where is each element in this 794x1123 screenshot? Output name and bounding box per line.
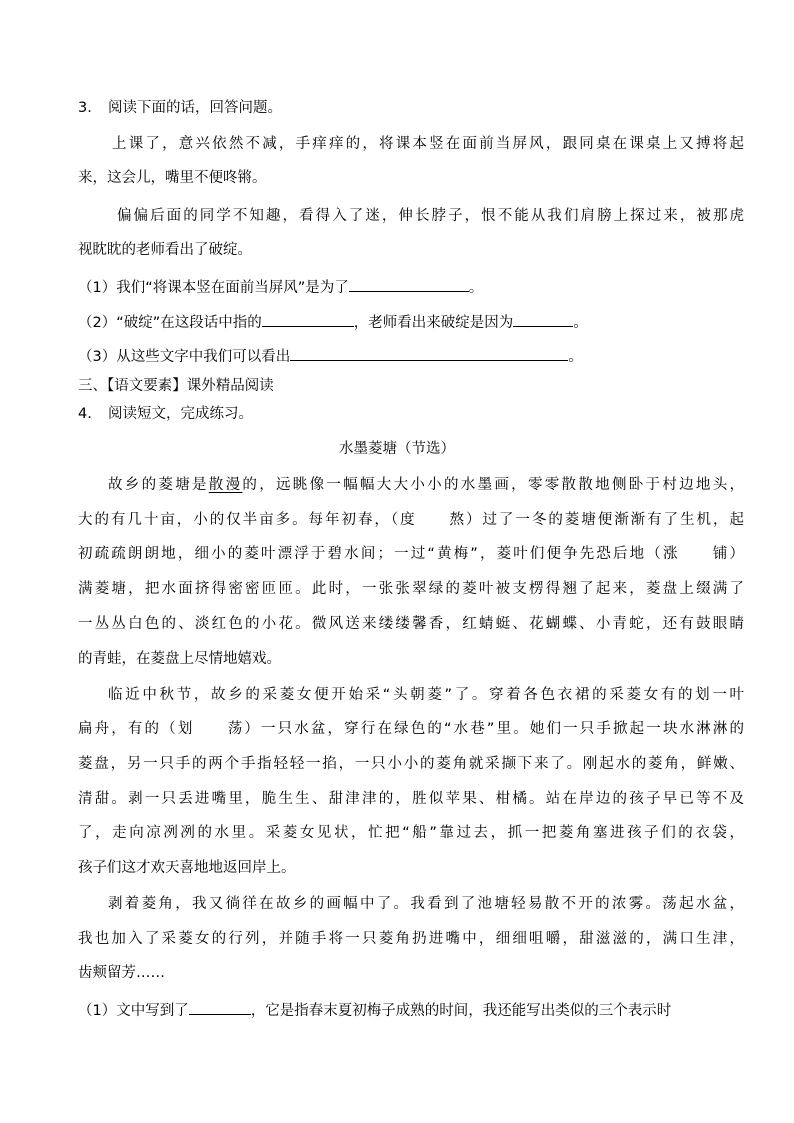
question-4-header <box>78 404 253 424</box>
q3-subquestion-2 <box>78 310 588 333</box>
punctuation: 。 <box>468 280 484 296</box>
subquestion-text-b: ，老师看出来破绽是因为 <box>353 315 514 331</box>
question-number: 4. <box>78 406 92 422</box>
subquestion-text-a: “破绽”在这段话中指的 <box>116 315 262 331</box>
answer-blank-1[interactable] <box>262 310 354 327</box>
subquestion-text: 我们“将课本竖在面前当屏风”是为了 <box>116 280 349 296</box>
subquestion-number: （3） <box>78 349 117 365</box>
subquestion-text: 从这些文字中我们可以看出 <box>116 349 291 365</box>
passage-p2-line2: 扁舟，有的（划 荡）一只水盆，穿行在绿色的“水巷”里。她们一只手掀起一块水淋淋的 <box>78 721 744 737</box>
passage-p2-line3: 菱盘，另一只手的两个手指轻轻一掐，一只小小的菱角就采撷下来了。刚起水的菱角，鲜嫩、 <box>78 756 744 772</box>
passage-p3-line3: 齿颊留芳…… <box>78 965 165 981</box>
question-number: 3. <box>78 100 92 116</box>
q3-para2-line1: 偏偏后面的同学不知趣，看得入了迷，伸长脖子，恨不能从我们肩膀上探过来，被那虎 <box>117 208 744 224</box>
punctuation: 。 <box>573 315 588 331</box>
passage-p3-line1: 剥着菱角，我又徜徉在故乡的画幅中了。我看到了池塘轻易散不开的浓雾。荡起水盆， <box>108 896 744 912</box>
passage-p2-line1: 临近中秋节，故乡的采菱女便开始采“头朝菱”了。穿着各色衣裙的采菱女有的划一叶 <box>108 687 744 703</box>
q4-subquestion-1 <box>78 998 671 1021</box>
answer-blank[interactable] <box>349 275 469 292</box>
subquestion-number: （2） <box>78 315 117 331</box>
passage-p2-line6: 孩子们这才欢天喜地地返回岸上。 <box>78 860 296 876</box>
q3-para1-line1: 上课了，意兴依然不减，手痒痒的，将课本竖在面前当屏风，跟同桌在课桌上又搏将起 <box>112 136 744 152</box>
section-heading: 三、【语文要素】课外精品阅读 <box>78 378 274 394</box>
passage-p1-line5: 一丛丛白色的、淡红色的小花。微风送来缕缕馨香，红蜻蜓、花蝴蝶、小青蛇，还有鼓眼睛 <box>78 616 744 632</box>
answer-blank[interactable] <box>290 344 568 361</box>
answer-blank-2[interactable] <box>513 310 573 327</box>
underlined-word: 散漫 <box>208 477 243 493</box>
passage-p2-line4: 清甜。剥一只丢进嘴里，脆生生、甜津津的，胜似苹果、柑橘。站在岸边的孩子早已等不及 <box>78 791 744 807</box>
question-prompt: 阅读短文，完成练习。 <box>108 406 253 422</box>
subquestion-number: （1） <box>78 280 117 296</box>
passage-p2-line5: 了，走向凉冽冽的水里。采菱女见状，忙把“船”靠过去，抓一把菱角塞进孩子们的衣袋， <box>78 825 744 841</box>
subquestion-number: （1） <box>78 1003 117 1019</box>
subquestion-text-b: ，它是指春末夏初梅子成熟的时间，我还能写出类似的三个表示时 <box>250 1003 672 1019</box>
question-prompt: 阅读下面的话，回答问题。 <box>108 100 282 116</box>
passage-p1-line3: 初疏疏朗朗地，细小的菱叶漂浮于碧水间；一过“黄梅”，菱叶们便争先恐后地（涨 铺） <box>78 546 744 562</box>
text: 故乡的菱塘是 <box>108 477 209 493</box>
q3-subquestion-3 <box>78 344 583 367</box>
subquestion-text-a: 文中写到了 <box>116 1003 189 1019</box>
passage-title: 水墨菱塘（节选） <box>339 441 455 457</box>
passage-p1-line1 <box>108 475 744 495</box>
q3-para2-line2: 视眈眈的老师看出了破绽。 <box>78 242 252 258</box>
passage-p1-line4: 满菱塘，把水面挤得密密匝匝。此时，一张张翠绿的菱叶被支楞得翘了起来，菱盘上缀满了 <box>78 581 744 597</box>
punctuation: 。 <box>568 349 583 365</box>
question-3-header <box>78 98 282 118</box>
passage-p1-line2: 大的有几十亩，小的仅半亩多。每年初春，（度 熬）过了一冬的菱塘便渐渐有了生机，起 <box>78 512 744 528</box>
q3-subquestion-1 <box>78 275 483 298</box>
answer-blank[interactable] <box>189 998 251 1015</box>
text: 的，远眺像一幅幅大大小小的水墨画，零零散散地侧卧于村边地头， <box>242 477 745 493</box>
q3-para1-line2: 来，这会儿，嘴里不便咚锵。 <box>78 170 267 186</box>
passage-p1-line6: 的青蛙，在菱盘上尽情地嬉戏。 <box>78 651 281 667</box>
passage-p3-line2: 我也加入了采菱女的行列，并随手将一只菱角扔进嘴中，细细咀嚼，甜滋滋的，满口生津， <box>78 931 744 947</box>
